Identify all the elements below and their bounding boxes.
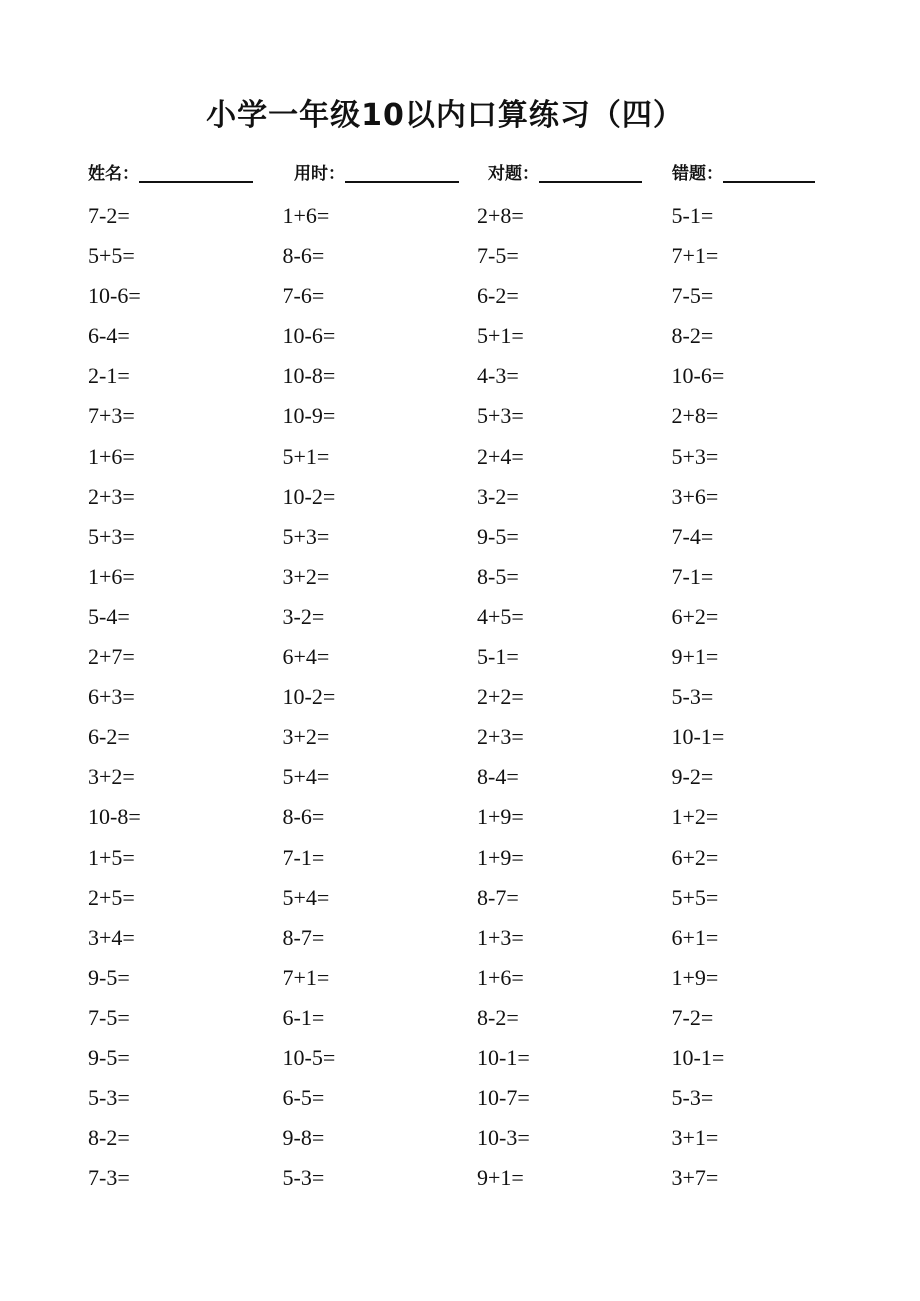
- problem-item: 2+3=: [477, 724, 524, 750]
- problem-item: 5-1=: [671, 203, 714, 228]
- problem-row: [88, 198, 868, 238]
- problem-item: 8-5=: [477, 563, 519, 589]
- problem-item: 5-3=: [282, 1165, 325, 1191]
- problem-item: 7-3=: [88, 1165, 130, 1191]
- problem-item: 3+2=: [88, 764, 135, 790]
- page-title: 小学一年级10以内口算练习（四）: [206, 98, 684, 133]
- name-field: [88, 158, 253, 186]
- wrong-count-blank-line[interactable]: [723, 161, 815, 183]
- problem-grid: [88, 198, 868, 1194]
- problem-item: 9-5=: [477, 523, 519, 549]
- problem-item: 5+3=: [282, 523, 330, 549]
- time-used-field: [294, 158, 459, 186]
- problem-item: 10-6=: [88, 283, 141, 309]
- problem-item: 8-4=: [477, 764, 519, 790]
- problem-item: 8-2=: [671, 323, 714, 349]
- problem-item: 10-5=: [282, 1044, 336, 1070]
- problem-item: 5+4=: [282, 764, 330, 790]
- problem-item: 10-3=: [477, 1125, 530, 1151]
- problem-item: 5+4=: [282, 884, 330, 910]
- problem-item: 10-8=: [282, 363, 336, 389]
- wrong-count-label: 错题：: [672, 164, 723, 184]
- problem-item: 6+2=: [671, 603, 719, 629]
- student-info-row: [88, 158, 848, 186]
- problem-item: 6+4=: [282, 644, 330, 670]
- problem-item: 2+2=: [477, 684, 524, 710]
- problem-item: 1+9=: [671, 964, 719, 990]
- problem-item: 7-5=: [671, 283, 714, 309]
- problem-item: 9+1=: [477, 1165, 524, 1191]
- problem-item: 10-6=: [671, 363, 725, 389]
- problem-item: 3+6=: [671, 483, 719, 509]
- problem-item: 7+3=: [88, 403, 135, 429]
- problem-item: 3+7=: [671, 1165, 719, 1191]
- problem-item: 1+6=: [88, 443, 135, 469]
- problem-item: 7-1=: [282, 844, 325, 870]
- problem-item: 5-3=: [671, 1085, 714, 1111]
- problem-item: 1+3=: [477, 924, 524, 950]
- problem-item: 4-3=: [477, 363, 519, 389]
- problem-row: [88, 479, 868, 519]
- problem-row: [88, 519, 868, 559]
- problem-item: 3+1=: [671, 1125, 719, 1151]
- problem-item: 2+8=: [477, 203, 524, 228]
- correct-count-label: 对题：: [488, 164, 539, 184]
- problem-item: 10-7=: [477, 1085, 530, 1111]
- wrong-count-field: [672, 158, 815, 186]
- problem-item: 1+5=: [88, 844, 135, 870]
- problem-item: 3+2=: [282, 563, 330, 589]
- problem-item: 10-1=: [477, 1044, 530, 1070]
- problem-item: 7-5=: [477, 243, 519, 269]
- problem-item: 10-8=: [88, 804, 141, 830]
- problem-item: 9-5=: [88, 1044, 130, 1070]
- problem-row: [88, 719, 868, 759]
- problem-item: 2+7=: [88, 644, 135, 670]
- problem-item: 2+3=: [88, 483, 135, 509]
- problem-item: 7-5=: [88, 1004, 130, 1030]
- problem-item: 6-5=: [282, 1085, 325, 1111]
- problem-item: 3+2=: [282, 724, 330, 750]
- problem-row: [88, 559, 868, 599]
- problem-item: 8-6=: [282, 243, 325, 269]
- problem-item: 5+3=: [88, 523, 135, 549]
- problem-item: 2+4=: [477, 443, 524, 469]
- problem-item: 7+1=: [282, 964, 330, 990]
- problem-item: 2+8=: [671, 403, 719, 429]
- problem-item: 1+2=: [671, 804, 719, 830]
- time-used-label: 用时：: [294, 164, 345, 184]
- problem-item: 6-2=: [88, 724, 130, 750]
- problem-item: 10-1=: [671, 1044, 725, 1070]
- problem-item: 5-4=: [88, 603, 130, 629]
- problem-row: [88, 960, 868, 1000]
- problem-item: 8-7=: [477, 884, 519, 910]
- problem-row: [88, 639, 868, 679]
- problem-item: 10-6=: [282, 323, 336, 349]
- problem-item: 8-2=: [88, 1125, 130, 1151]
- problem-item: 7+1=: [671, 243, 719, 269]
- problem-row: [88, 799, 868, 839]
- correct-count-blank-line[interactable]: [539, 161, 642, 183]
- problem-item: 4+5=: [477, 603, 524, 629]
- problem-item: 1+9=: [477, 844, 524, 870]
- problem-item: 7-2=: [671, 1004, 714, 1030]
- problem-row: [88, 1120, 868, 1160]
- problem-item: 5+5=: [88, 243, 135, 269]
- problem-row: [88, 278, 868, 318]
- problem-item: 10-2=: [282, 684, 336, 710]
- problem-row: [88, 1160, 868, 1194]
- problem-item: 6-4=: [88, 323, 130, 349]
- problem-row: [88, 920, 868, 960]
- problem-item: 10-9=: [282, 403, 336, 429]
- name-blank-line[interactable]: [139, 161, 253, 183]
- problem-item: 10-2=: [282, 483, 336, 509]
- problem-item: 7-4=: [671, 523, 714, 549]
- problem-row: [88, 439, 868, 479]
- problem-item: 8-7=: [282, 924, 325, 950]
- problem-row: [88, 1040, 868, 1080]
- problem-item: 9-5=: [88, 964, 130, 990]
- problem-item: 2-1=: [88, 363, 130, 389]
- problem-item: 9-8=: [282, 1125, 325, 1151]
- name-label: 姓名：: [88, 164, 139, 184]
- problem-row: [88, 238, 868, 278]
- problem-item: 6-1=: [282, 1004, 325, 1030]
- problem-item: 2+5=: [88, 884, 135, 910]
- problem-item: 6+1=: [671, 924, 719, 950]
- problem-row: [88, 1080, 868, 1120]
- problem-item: 6-2=: [477, 283, 519, 309]
- problem-item: 8-6=: [282, 804, 325, 830]
- problem-item: 1+9=: [477, 804, 524, 830]
- problem-item: 10-1=: [671, 724, 725, 750]
- problem-item: 5+3=: [477, 403, 524, 429]
- problem-row: [88, 840, 868, 880]
- problem-row: [88, 398, 868, 438]
- problem-row: [88, 679, 868, 719]
- problem-item: 5+1=: [282, 443, 330, 469]
- problem-item: 5+1=: [477, 323, 524, 349]
- problem-row: [88, 1000, 868, 1040]
- problem-row: [88, 318, 868, 358]
- problem-item: 7-6=: [282, 283, 325, 309]
- problem-item: 5+3=: [671, 443, 719, 469]
- problem-item: 7-2=: [88, 203, 130, 228]
- problem-item: 5-3=: [671, 684, 714, 710]
- problem-item: 9-2=: [671, 764, 714, 790]
- problem-row: [88, 880, 868, 920]
- problem-item: 9+1=: [671, 644, 719, 670]
- problem-item: 5-1=: [477, 644, 519, 670]
- problem-item: 5+5=: [671, 884, 719, 910]
- problem-item: 1+6=: [282, 203, 330, 228]
- problem-item: 6+3=: [88, 684, 135, 710]
- time-used-blank-line[interactable]: [345, 161, 459, 183]
- problem-item: 6+2=: [671, 844, 719, 870]
- problem-item: 3-2=: [477, 483, 519, 509]
- problem-row: [88, 358, 868, 398]
- problem-item: 7-1=: [671, 563, 714, 589]
- problem-item: 8-2=: [477, 1004, 519, 1030]
- problem-row: [88, 599, 868, 639]
- problem-item: 5-3=: [88, 1085, 130, 1111]
- problem-item: 1+6=: [477, 964, 524, 990]
- correct-count-field: [488, 158, 642, 186]
- problem-item: 1+6=: [88, 563, 135, 589]
- problem-item: 3+4=: [88, 924, 135, 950]
- problem-item: 3-2=: [282, 603, 325, 629]
- problem-row: [88, 759, 868, 799]
